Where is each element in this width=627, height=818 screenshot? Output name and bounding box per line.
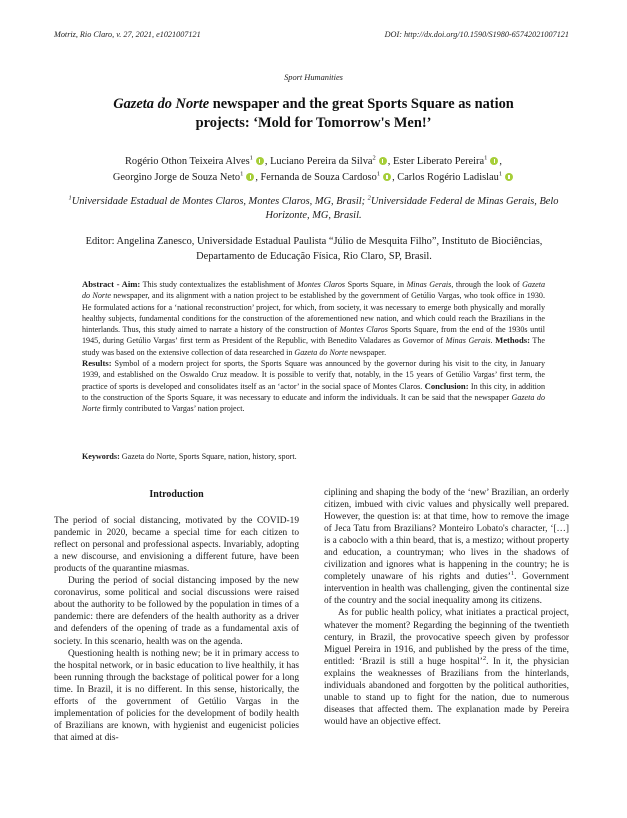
title-line1: newspaper and the great Sports Square as nation xyxy=(209,96,514,112)
abstract-italic: Montes Claros xyxy=(339,325,388,335)
abstract-text: newspaper, and its alignment with a nation project to be established by the government of Getúlio Vargas, who took office in 1930. He formulated actions for a ‘national reconstruction’ project, for which, from society, it was necessary to emerge both physically and morally healthy subjects, fundamental conditions for the construction of the aforementioned new nation, and which could reach the Brazilians in the hinterlands. Thus, this study aimed to narrate a history of the construction of xyxy=(82,291,545,335)
author-affil-sup: 1 xyxy=(498,170,503,178)
abstract-italic: Montes Claros xyxy=(296,280,346,289)
abstract-text: In this city, in addition to the construction of the Sports Square, it was necessary to educate and inform the individuals. It can be said that the newspaper xyxy=(82,381,545,402)
abstract-text: Sports Square, in xyxy=(345,280,407,289)
doi-link[interactable]: DOI: http://dx.doi.org/10.1590/S1980-65742021007121 xyxy=(384,30,569,39)
body-paragraph xyxy=(324,607,569,727)
citation-sup[interactable]: 2 xyxy=(482,654,487,662)
body-text: ciplining and shaping the body of the ‘new’ Brazilian, an orderly citizen, imbued with civic values and physically well prepared. However, the question is: at that time, how to remove the image of Jeca Tatu from Brazilians? Monteiro Lobato's character, ‘[…] is a caboclo with a thin beard, that is, a mestizo; without property and education, a countryman; who lives in the shadows of civilization and ignores what is happening in the country; he is completely unaware of his rights and duties’ xyxy=(324,488,569,583)
keywords-label: Keywords: xyxy=(82,452,120,461)
abstract-text: Symbol of a modern project for sports, the Sports Square was announced by the governor during his visit to the city, in January 1939, and established on the Oswaldo Cruz meadow. It is possible to verify that, notably, in the 15 years of Getúlio Vargas’ first term, the practice of sports is developed and consolidates itself as an ‘actor’ in the social space of Montes Claros. xyxy=(82,359,545,391)
orcid-icon[interactable] xyxy=(256,157,264,165)
abstract-results-label: Results: xyxy=(82,358,112,369)
editor-note: Editor: Angelina Zanesco, Universidade Estadual Paulista “Júlio de Mesquita Filho”, Instituto de Biociências, Departamento de Educação Física, Rio Claro, SP, Brasil. xyxy=(85,236,543,262)
author-list: Rogério Othon Teixeira Alves$^1$ , Luciano Pereira da Silva$^2$ , Ester Liberato Pereira$^1$ , Georgino Jorge de Souza Neto$^1$ , Fernanda de Souza Cardoso$^1$ , Carlos Rogério Ladislau$^1$ xyxy=(60,154,567,186)
affiliations xyxy=(60,195,567,223)
abstract-italic: Minas Gerais xyxy=(445,336,491,346)
body-text: . In it, the physician explains the weaknesses of Brazilians from the hinterlands, individuals abandoned and forgotten by the political authorities, unable to stand up to fight for the nation, due to numerous diseases that affected them. The explanation made by Pereira would have an objective effect. xyxy=(324,656,570,727)
abstract-text: Sports Square, from the end of the 1930s until 1945, during Getúlio Vargas’ first term as President of the Republic, with Benedito Valadares as Governor of xyxy=(82,325,545,346)
body-column-right xyxy=(324,487,569,728)
section-label: Sport Humanities xyxy=(284,73,343,82)
abstract-italic: Gazeta do Norte xyxy=(294,347,348,357)
author-affil-sup: 1 xyxy=(249,154,253,162)
title-newspaper-name: Gazeta do Norte xyxy=(113,96,210,112)
body-paragraph: Questioning health is nothing new; be it in primary access to the hospital network, or in basic education to live healthily, it has been running through the backstage of political power for a long time. In Brazil, it is no different. In this sense, historically, the efforts of the government of Getúlio Vargas in the implementation of policies for the development of bodily health of Brazilians are known, with hygienist and eugenicist policies that aimed at dis- xyxy=(54,648,299,743)
body-paragraph: During the period of social distancing imposed by the new coronavirus, some political and social discussions were raised about the authority to be followed by the population in times of a pandemic: there are defenders of the health authority as a driver and defenders of the opening of trade as a fundamental axis of society. In this scenario, health was on the agenda. xyxy=(54,576,299,647)
abstract-aim-label: Abstract - Aim: xyxy=(82,279,141,289)
abstract-text: , through the look of xyxy=(451,280,523,289)
orcid-icon[interactable] xyxy=(490,157,498,165)
orcid-icon[interactable] xyxy=(505,173,513,181)
keywords-text: Gazeta do Norte, Sports Square, nation, history, sport. xyxy=(119,452,297,461)
body-column-left xyxy=(54,483,299,744)
author-name: Rogério Othon Teixeira Alves xyxy=(125,156,250,167)
author-affil-sup: 1 xyxy=(376,170,381,178)
orcid-icon[interactable] xyxy=(246,173,254,181)
orcid-icon[interactable] xyxy=(383,173,391,181)
citation-sup[interactable]: 1 xyxy=(510,570,515,578)
abstract-italic: Minas Gerais xyxy=(406,280,452,289)
abstract-text: This study contextualizes the establishment of xyxy=(140,280,297,289)
abstract xyxy=(82,279,545,415)
section-heading-introduction: Introduction xyxy=(149,489,204,500)
author-name: Carlos Rogério Ladislau xyxy=(397,172,499,183)
author-affil-sup: 2 xyxy=(372,154,376,162)
keywords xyxy=(82,452,545,461)
abstract-text: The study was based on the extensive collection of data researched in xyxy=(82,336,546,357)
body-paragraph xyxy=(324,487,569,607)
author-affil-sup: 1 xyxy=(484,154,488,162)
abstract-italic: Gazeta do Norte xyxy=(82,392,546,414)
article-title xyxy=(70,95,557,133)
affil-sup: 2 xyxy=(367,194,371,202)
title-line2: projects: ‘Mold for Tomorrow's Men!’ xyxy=(195,115,432,131)
author-name: Georgino Jorge de Souza Neto xyxy=(112,172,241,183)
author-affil-sup: 1 xyxy=(240,170,244,178)
journal-reference: Motriz, Rio Claro, v. 27, 2021, e1021007121 xyxy=(54,30,201,39)
affil-sup: 1 xyxy=(68,194,72,202)
affil-text: Universidade Estadual de Montes Claros, Montes Claros, MG, Brasil; xyxy=(71,196,368,207)
abstract-text: firmly contributed to Vargas’ nation project. xyxy=(100,404,245,414)
abstract-text: newspaper. xyxy=(347,347,387,357)
abstract-methods-label: Methods: xyxy=(495,335,530,346)
abstract-conclusion-label: Conclusion: xyxy=(424,380,469,391)
author-name: Luciano Pereira da Silva xyxy=(270,156,373,167)
orcid-icon[interactable] xyxy=(379,157,387,165)
author-name: Ester Liberato Pereira xyxy=(392,156,485,167)
author-name: Fernanda de Souza Cardoso xyxy=(260,172,377,183)
body-paragraph: The period of social distancing, motivated by the COVID-19 pandemic in 2020, became a special time for each citizen to reflect on personal and professional aspects. Invariably, adopting a new discourse, and envisioning a different future, have been products of the quarantine miasmas. xyxy=(54,516,299,575)
abstract-text: . xyxy=(490,336,496,346)
affil-text: Universidade Federal de Minas Gerais, Belo Horizonte, MG, Brasil. xyxy=(265,196,559,221)
body-text: . Government intervention in health was challenging, given the continental size of the country and the social inequality among its citizens. xyxy=(324,572,569,607)
abstract-italic: Gazeta do Norte xyxy=(82,280,546,301)
body-text: As for public health policy, what initiates a practical project, whatever the moment? Regarding the beginning of the twentieth century, in Brazil, the provocative speech given by professor Miguel Pereira in 1916, and published by the press of the time, entitled: ‘Brazil is still a huge hospital’ xyxy=(324,608,569,667)
